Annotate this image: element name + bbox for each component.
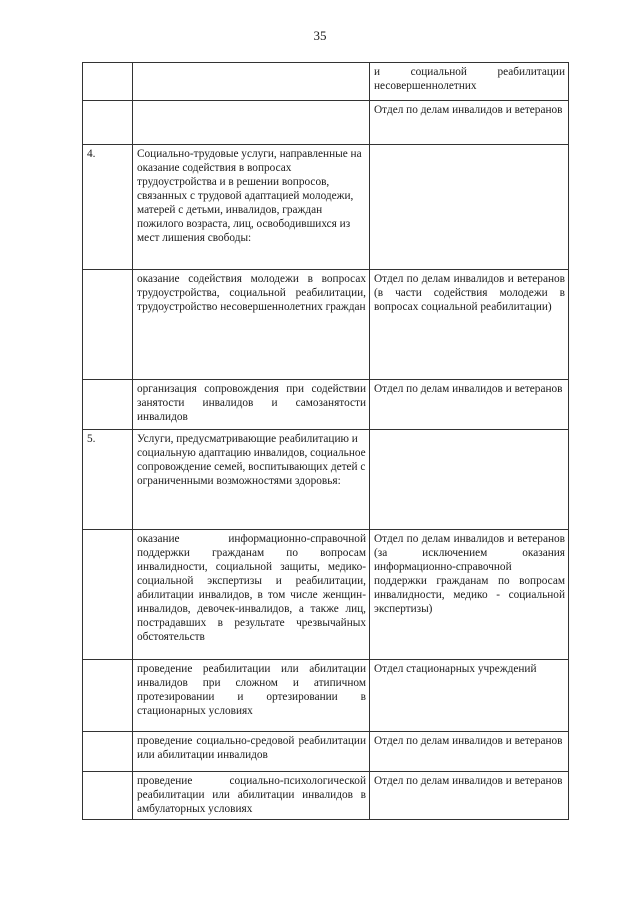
row-number-cell: 5. [83, 430, 133, 530]
department-cell [370, 430, 569, 530]
row-number-cell [83, 63, 133, 101]
service-cell: организация сопровождения при содействии занятости инвалидов и самозанятости инвалидов [133, 380, 370, 430]
table-row [83, 660, 569, 732]
department-cell: Отдел по делам инвалидов и ветеранов (за исключением оказания информационно-справочной поддержки гражданам по вопросам инвалидности, медико - социальной экспертизы) [370, 530, 569, 660]
department-cell [370, 145, 569, 270]
service-cell: проведение социально-средовой реабилитации или абилитации инвалидов [133, 732, 370, 772]
table-row [83, 101, 569, 145]
row-number-cell [83, 380, 133, 430]
table-row [83, 63, 569, 101]
table-row [83, 380, 569, 430]
department-cell: и социальной реабилитации несовершеннолетних [370, 63, 569, 101]
row-number-cell [83, 772, 133, 820]
department-cell: Отдел по делам инвалидов и ветеранов [370, 380, 569, 430]
table-row [83, 145, 569, 270]
row-number-cell [83, 101, 133, 145]
page-number: 35 [313, 28, 327, 43]
service-cell: проведение реабилитации или абилитации инвалидов при сложном и атипичном протезировании и ортезировании в стационарных условиях [133, 660, 370, 732]
table-row [83, 270, 569, 380]
row-number-cell [83, 660, 133, 732]
department-cell: Отдел стационарных учреждений [370, 660, 569, 732]
row-number-cell [83, 530, 133, 660]
service-cell: оказание содействия молодежи в вопросах трудоустройства, социальной реабилитации, трудоустройство несовершеннолетних граждан [133, 270, 370, 380]
table-row [83, 430, 569, 530]
department-cell: Отдел по делам инвалидов и ветеранов [370, 772, 569, 820]
table-row [83, 530, 569, 660]
service-cell: Услуги, предусматривающие реабилитацию и социальную адаптацию инвалидов, социальное сопровождение семей, воспитывающих детей с ограниченными возможностями здоровья: [133, 430, 370, 530]
row-number-cell: 4. [83, 145, 133, 270]
row-number-cell [83, 732, 133, 772]
department-cell: Отдел по делам инвалидов и ветеранов [370, 732, 569, 772]
row-number-cell [83, 270, 133, 380]
table-row [83, 732, 569, 772]
service-cell: оказание информационно-справочной поддержки гражданам по вопросам инвалидности, социальной защиты, медико-социальной экспертизы и реабилитации, абилитации инвалидов, в том числе женщин-инвалидов, девочек-инвалидов, а также лиц, пострадавших в результате чрезвычайных обстоятельств [133, 530, 370, 660]
services-table [82, 62, 569, 820]
table-row [83, 772, 569, 820]
department-cell: Отдел по делам инвалидов и ветеранов (в части содействия молодежи в вопросах социальной реабилитации) [370, 270, 569, 380]
service-cell [133, 101, 370, 145]
service-cell: Социально-трудовые услуги, направленные на оказание содействия в вопросах трудоустройства и в решении вопросов, связанных с трудовой адаптацией молодежи, матерей с детьми, инвалидов, граждан пожилого возраста, лиц, освободившихся из мест лишения свободы: [133, 145, 370, 270]
service-cell [133, 63, 370, 101]
service-cell: проведение социально-психологической реабилитации или абилитации инвалидов в амбулаторных условиях [133, 772, 370, 820]
department-cell: Отдел по делам инвалидов и ветеранов [370, 101, 569, 145]
